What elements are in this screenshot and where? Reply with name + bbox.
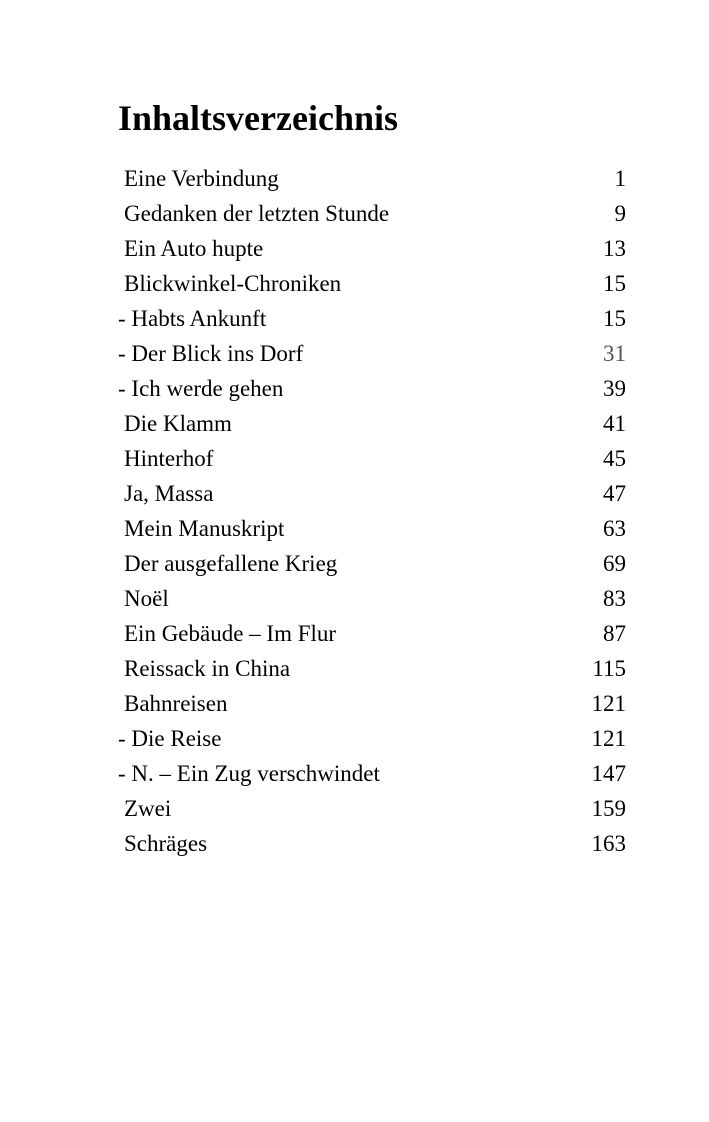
toc-entry-title: Noël bbox=[124, 586, 169, 611]
toc-entry[interactable] bbox=[118, 514, 626, 549]
toc-entry-title: - Der Blick ins Dorf bbox=[118, 341, 304, 366]
toc-entry-page: 69 bbox=[603, 551, 626, 576]
toc-entry[interactable] bbox=[118, 199, 626, 234]
toc-entry-page: 9 bbox=[614, 201, 626, 226]
toc-entry-page: 47 bbox=[603, 481, 626, 506]
toc-entry-title: Der ausgefallene Krieg bbox=[124, 551, 338, 576]
toc-entry[interactable] bbox=[118, 304, 626, 339]
toc-entry[interactable] bbox=[118, 339, 626, 374]
toc-entry-page: 121 bbox=[591, 691, 626, 716]
toc-entry-title: Eine Verbindung bbox=[124, 166, 279, 191]
toc-entry[interactable] bbox=[118, 654, 626, 689]
toc-entry-page: 45 bbox=[603, 446, 626, 471]
toc-entry-title: - Ich werde gehen bbox=[118, 376, 284, 401]
toc-entry-page: 63 bbox=[603, 516, 626, 541]
toc-entry[interactable] bbox=[118, 374, 626, 409]
toc-entry-title: Ein Gebäude – Im Flur bbox=[124, 621, 337, 646]
toc-entry-title: Hinterhof bbox=[124, 446, 214, 471]
toc-entry-title: Ja, Massa bbox=[124, 481, 214, 506]
toc-entry-title: Blickwinkel-Chroniken bbox=[124, 271, 342, 296]
toc-entry[interactable] bbox=[118, 269, 626, 304]
toc-entry-title: - N. – Ein Zug verschwindet bbox=[118, 761, 380, 786]
toc-entry-page: 83 bbox=[603, 586, 626, 611]
toc-entry[interactable] bbox=[118, 619, 626, 654]
toc-entry-page: 159 bbox=[591, 796, 626, 821]
toc-entry[interactable] bbox=[118, 794, 626, 829]
page-title: Inhaltsverzeichnis bbox=[118, 98, 399, 138]
toc-entry-title: Die Klamm bbox=[124, 411, 232, 436]
toc-entry[interactable] bbox=[118, 759, 626, 794]
toc-entry-title: - Die Reise bbox=[118, 726, 222, 751]
toc-entry[interactable] bbox=[118, 444, 626, 479]
toc-entry-title: Schräges bbox=[124, 831, 208, 856]
toc-entry-page: 87 bbox=[603, 621, 626, 646]
toc-entry-page: 41 bbox=[603, 411, 626, 436]
toc-entry[interactable] bbox=[118, 689, 626, 724]
toc-entry[interactable] bbox=[118, 584, 626, 619]
toc-entry[interactable] bbox=[118, 164, 626, 199]
toc-entry-title: Ein Auto hupte bbox=[124, 236, 264, 261]
toc-entry-page: 31 bbox=[603, 341, 626, 366]
toc-entry-page: 147 bbox=[591, 761, 626, 786]
toc-entry-title: Mein Manuskript bbox=[124, 516, 285, 541]
toc-entry-page: 121 bbox=[591, 726, 626, 751]
toc-entry-title: Bahnreisen bbox=[124, 691, 228, 716]
toc-entry[interactable] bbox=[118, 479, 626, 514]
toc-entry[interactable] bbox=[118, 409, 626, 444]
table-of-contents bbox=[118, 164, 626, 864]
toc-entry[interactable] bbox=[118, 549, 626, 584]
toc-entry-page: 15 bbox=[603, 271, 626, 296]
toc-entry-page: 115 bbox=[592, 656, 626, 681]
toc-entry[interactable] bbox=[118, 829, 626, 864]
toc-entry[interactable] bbox=[118, 724, 626, 759]
toc-entry-title: Gedanken der letzten Stunde bbox=[124, 201, 390, 226]
toc-entry-page: 13 bbox=[603, 236, 626, 261]
toc-entry-title: Zwei bbox=[124, 796, 172, 821]
toc-entry-page: 163 bbox=[591, 831, 626, 856]
toc-entry-page: 15 bbox=[603, 306, 626, 331]
toc-entry-title: - Habts Ankunft bbox=[118, 306, 267, 331]
toc-entry-page: 39 bbox=[603, 376, 626, 401]
toc-entry-page: 1 bbox=[614, 166, 626, 191]
toc-entry[interactable] bbox=[118, 234, 626, 269]
toc-entry-title: Reissack in China bbox=[124, 656, 291, 681]
